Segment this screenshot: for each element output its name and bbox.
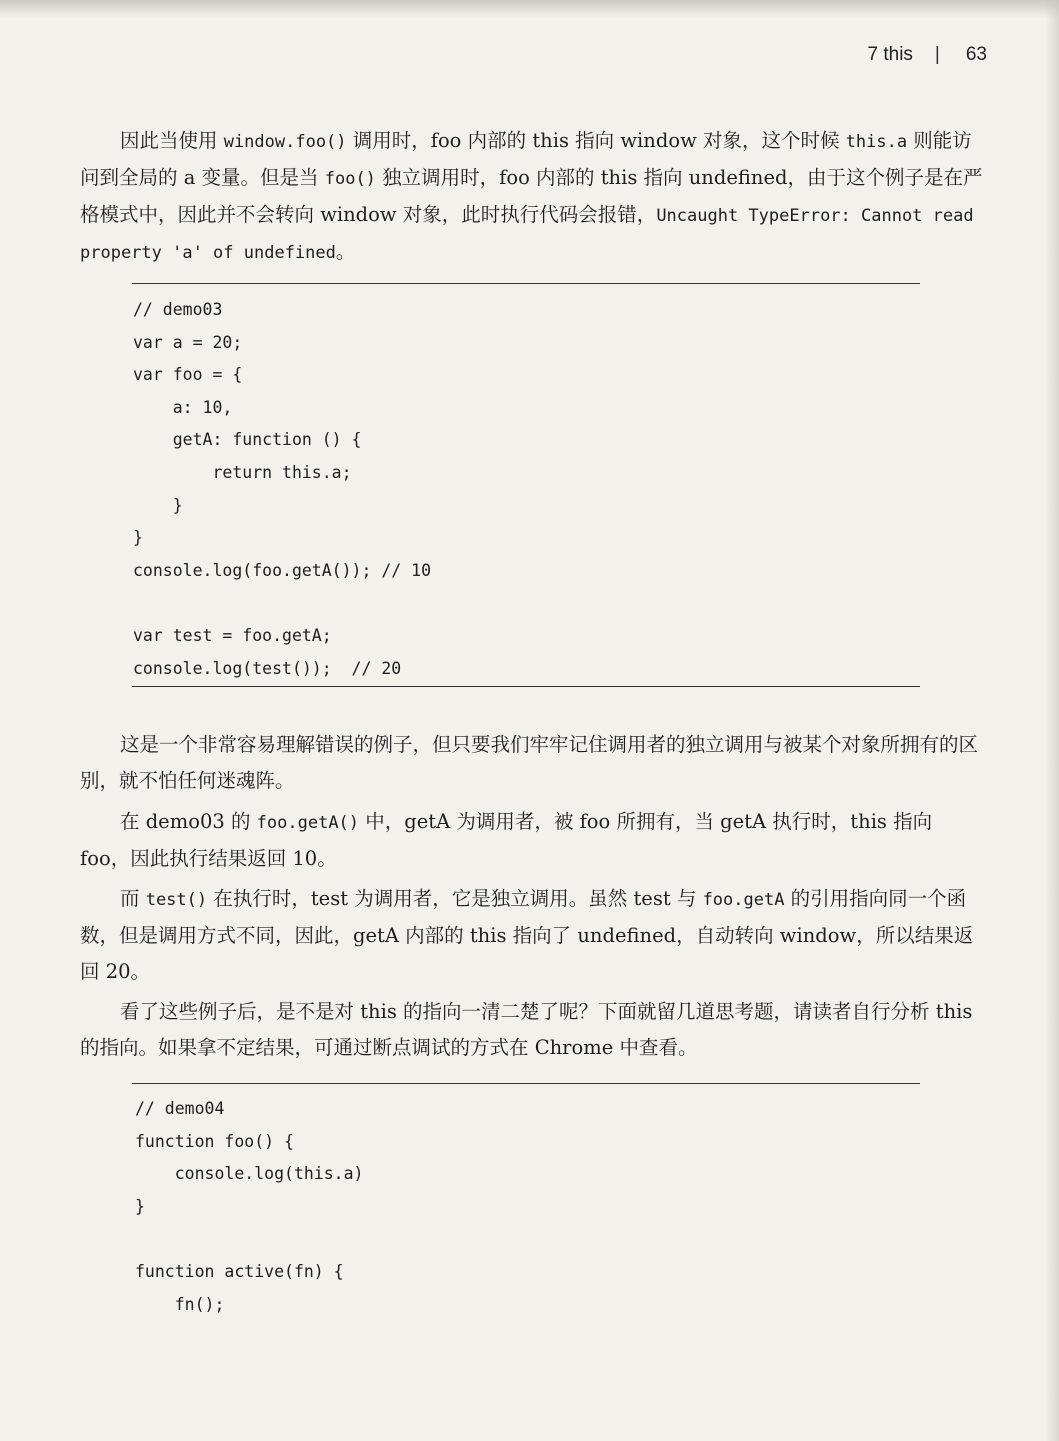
text-run: 中，getA 为调用者，被 foo 所拥有，当 getA 执行时，this 指向 foo，因此执行结果返回 10。 xyxy=(80,810,933,870)
inline-code: test() xyxy=(145,890,208,910)
text-run: 调用时，foo 内部的 this 指向 window 对象，这个时候 xyxy=(346,129,846,152)
running-header xyxy=(868,44,988,66)
inline-code: window.foo() xyxy=(223,132,347,152)
paragraph-test-call xyxy=(80,881,988,990)
text-run: 。 xyxy=(335,240,356,263)
code-line xyxy=(135,1223,363,1256)
code-line: console.log(this.a) xyxy=(135,1164,364,1184)
code-line: } xyxy=(135,1196,145,1216)
code-line: fn(); xyxy=(135,1294,225,1314)
inline-code: foo.getA() xyxy=(256,813,360,833)
paragraph-window-foo xyxy=(80,123,988,271)
text-run: 的引用指向同一个函数，但是调用方式不同，因此，getA 内部的 this 指向了 undefined，自动转向 window，所以结果返回 20。 xyxy=(80,887,974,983)
code-line: getA: function () { xyxy=(133,430,362,450)
text-run: 看了这些例子后，是不是对 this 的指向一清二楚了呢？下面就留几道思考题，请读者自行分析 this 的指向。如果拿不定结果，可通过断点调试的方式在 Chrome 中查看。 xyxy=(80,1000,973,1059)
paragraph-exercises xyxy=(80,994,988,1066)
code-line: function active(fn) { xyxy=(135,1261,344,1281)
inline-code: foo.getA xyxy=(702,890,785,910)
text-run: 这是一个非常容易理解错误的例子，但只要我们牢牢记住调用者的独立调用与被某个对象所拥有的区别，就不怕任何迷魂阵。 xyxy=(80,733,979,792)
paragraph-caller-explanation xyxy=(80,727,988,799)
inline-code: this.a xyxy=(845,132,908,152)
text-run: 在执行时，test 为调用者，它是独立调用。虽然 test 与 xyxy=(207,887,703,910)
code-block-bottom-rule xyxy=(132,686,920,687)
code-line: function foo() { xyxy=(135,1131,294,1151)
code-line: } xyxy=(133,528,143,548)
code-line: // demo04 xyxy=(135,1099,225,1118)
code-line: // demo03 xyxy=(133,300,223,319)
code-line: a: 10, xyxy=(133,397,233,417)
code-line: return this.a; xyxy=(133,462,352,482)
text-run: 则能访问到全局的 a 变量。但是当 xyxy=(80,129,972,189)
page-number: 63 xyxy=(965,44,987,65)
text-run: 因此当使用 xyxy=(120,129,224,152)
page-right-shadow xyxy=(1045,0,1059,1441)
code-block-demo03 xyxy=(133,294,431,685)
text-run: 在 demo03 的 xyxy=(120,810,257,833)
code-block-demo04 xyxy=(135,1093,363,1321)
header-separator: | xyxy=(934,44,940,65)
page-top-shadow xyxy=(0,0,1059,18)
inline-code: Uncaught TypeError: Cannot read property 'a' of undefined xyxy=(80,206,974,263)
code-block-top-rule xyxy=(132,283,920,284)
code-line: console.log(test()); // 20 xyxy=(133,658,402,678)
chapter-title: 7 this xyxy=(867,44,913,65)
code-line xyxy=(133,587,431,620)
code-line: } xyxy=(133,495,183,515)
code-line: var a = 20; xyxy=(133,332,243,352)
inline-code: foo() xyxy=(324,169,376,189)
code-line: console.log(foo.getA()); // 10 xyxy=(133,560,432,580)
text-run: 而 xyxy=(120,887,146,910)
paragraph-demo03-foo-getA xyxy=(80,804,988,877)
code-line: var foo = { xyxy=(133,365,243,385)
code-block-top-rule xyxy=(132,1083,920,1084)
code-line: var test = foo.getA; xyxy=(133,625,332,645)
text-run: 独立调用时，foo 内部的 this 指向 undefined，由于这个例子是在严格模式中，因此并不会转向 window 对象，此时执行代码会报错， xyxy=(80,166,983,226)
